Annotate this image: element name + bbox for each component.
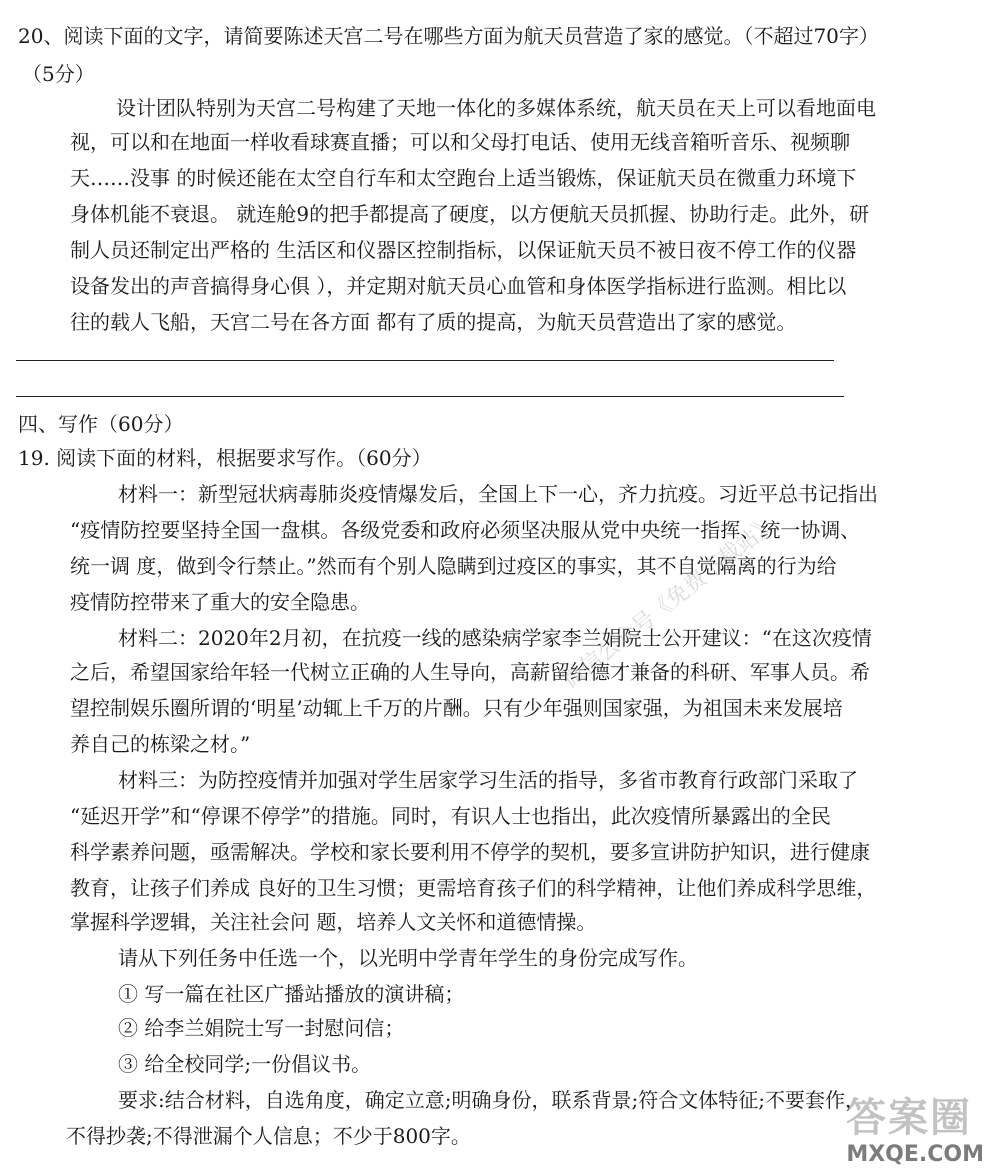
q19-title: 19. 阅读下面的材料，根据要求写作。（60分） (18, 446, 432, 470)
q20-passage-line: 设备发出的声音搞得身心俱 ），并定期对航天员心血管和身体医学指标进行监测。相比以 (70, 274, 847, 298)
q20-passage-line: 往的载人飞船，天宫二号在各方面 都有了质的提高，为航天员营造出了家的感觉。 (70, 310, 797, 334)
material-line: 望控制娱乐圈所谓的‘明星’动辄上千万的片酬。只有少年强则国家强，为祖国未来发展培 (70, 696, 843, 720)
material-line: 材料三：为防控疫情并加强对学生居家学习生活的指导，多省市教育行政部门采取了 (118, 768, 858, 792)
material-line: 统一调 度，做到令行禁止。”然而有个别人隐瞒到过疫区的事实，其不自觉隔离的行为给 (70, 554, 837, 578)
q20-passage-line: 设计团队特别为天宫二号构建了天地一体化的多媒体系统，航天员在天上可以看地面电 (116, 96, 876, 120)
requirements-line: 不得抄袭;不得泄漏个人信息；不少于800字。 (66, 1124, 471, 1148)
task-item: ② 给李兰娟院士写一封慰问信； (118, 1016, 405, 1040)
material-line: 疫情防控带来了重大的安全隐患。 (70, 590, 370, 614)
answer-line[interactable] (16, 360, 834, 361)
task-item: ① 写一篇在社区广播站播放的演讲稿； (118, 982, 465, 1006)
section-heading: 四、写作（60分） (18, 412, 184, 436)
material-line: 养自己的栋梁之材。” (70, 732, 251, 756)
answer-line[interactable] (16, 396, 844, 397)
logo-text: 答案圈 (846, 1094, 972, 1141)
material-line: 之后，希望国家给年轻一代树立正确的人生导向，高薪留给德才兼备的科研、军事人员。希 (70, 660, 870, 684)
q20-passage-line: 身体机能不衰退。 就连舱9的把手都提高了硬度，以方便航天员抓握、协助行走。此外，研 (70, 202, 870, 226)
corner-watermark-logo (792, 1094, 992, 1169)
watermark-text: 微信公众号《免费下载站》 (558, 511, 782, 694)
q20-passage-line: 天……没事 的时候还能在太空自行车和太空跑台上适当锻炼，保证航天员在微重力环境下 (70, 166, 857, 190)
material-line: “延迟开学”和“停课不停学”的措施。同时，有识人士也指出，此次疫情所暴露出的全民 (70, 804, 831, 828)
material-line: 教育，让孩子们养成 良好的卫生习惯；更需培育孩子们的科学精神，让他们养成科学思维， (70, 876, 877, 900)
material-line: “疫情防控要坚持全国一盘棋。各级党委和政府必须坚决服从党中央统一指挥、统一协调、 (70, 518, 861, 542)
material-line: 材料二：2020年2月初，在抗疫一线的感染病学家李兰娟院士公开建议：“在这次疫情 (118, 626, 872, 650)
task-item: ③ 给全校同学;一份倡议书。 (118, 1052, 372, 1076)
q20-score: （5分） (22, 62, 95, 86)
task-intro: 请从下列任务中任选一个，以光明中学青年学生的身份完成写作。 (118, 946, 698, 970)
material-line: 科学素养问题，亟需解决。学校和家长要利用不停学的契机，要多宣讲防护知识，进行健康 (70, 840, 870, 864)
material-line: 材料一：新型冠状病毒肺炎疫情爆发后，全国上下一心，齐力抗疫。习近平总书记指出 (118, 482, 878, 506)
q20-passage-line: 视，可以和在地面一样收看球赛直播；可以和父母打电话、使用无线音箱听音乐、视频聊 (70, 130, 850, 154)
q20-passage-line: 制人员还制定出严格的 生活区和仪器区控制指标，以保证航天员不被日夜不停工作的仪器 (70, 238, 857, 262)
q20-title: 20、阅读下面的文字，请简要陈述天宫二号在哪些方面为航天员营造了家的感觉。（不超过70字） (18, 24, 879, 48)
material-line: 掌握科学逻辑，关注社会问 题，培养人文关怀和道德情操。 (70, 910, 597, 934)
site-url: MXQE.COM (846, 1142, 984, 1167)
requirements-line: 要求:结合材料，自选角度，确定立意;明确身份，联系背景;符合文体特征;不要套作， (118, 1088, 865, 1112)
